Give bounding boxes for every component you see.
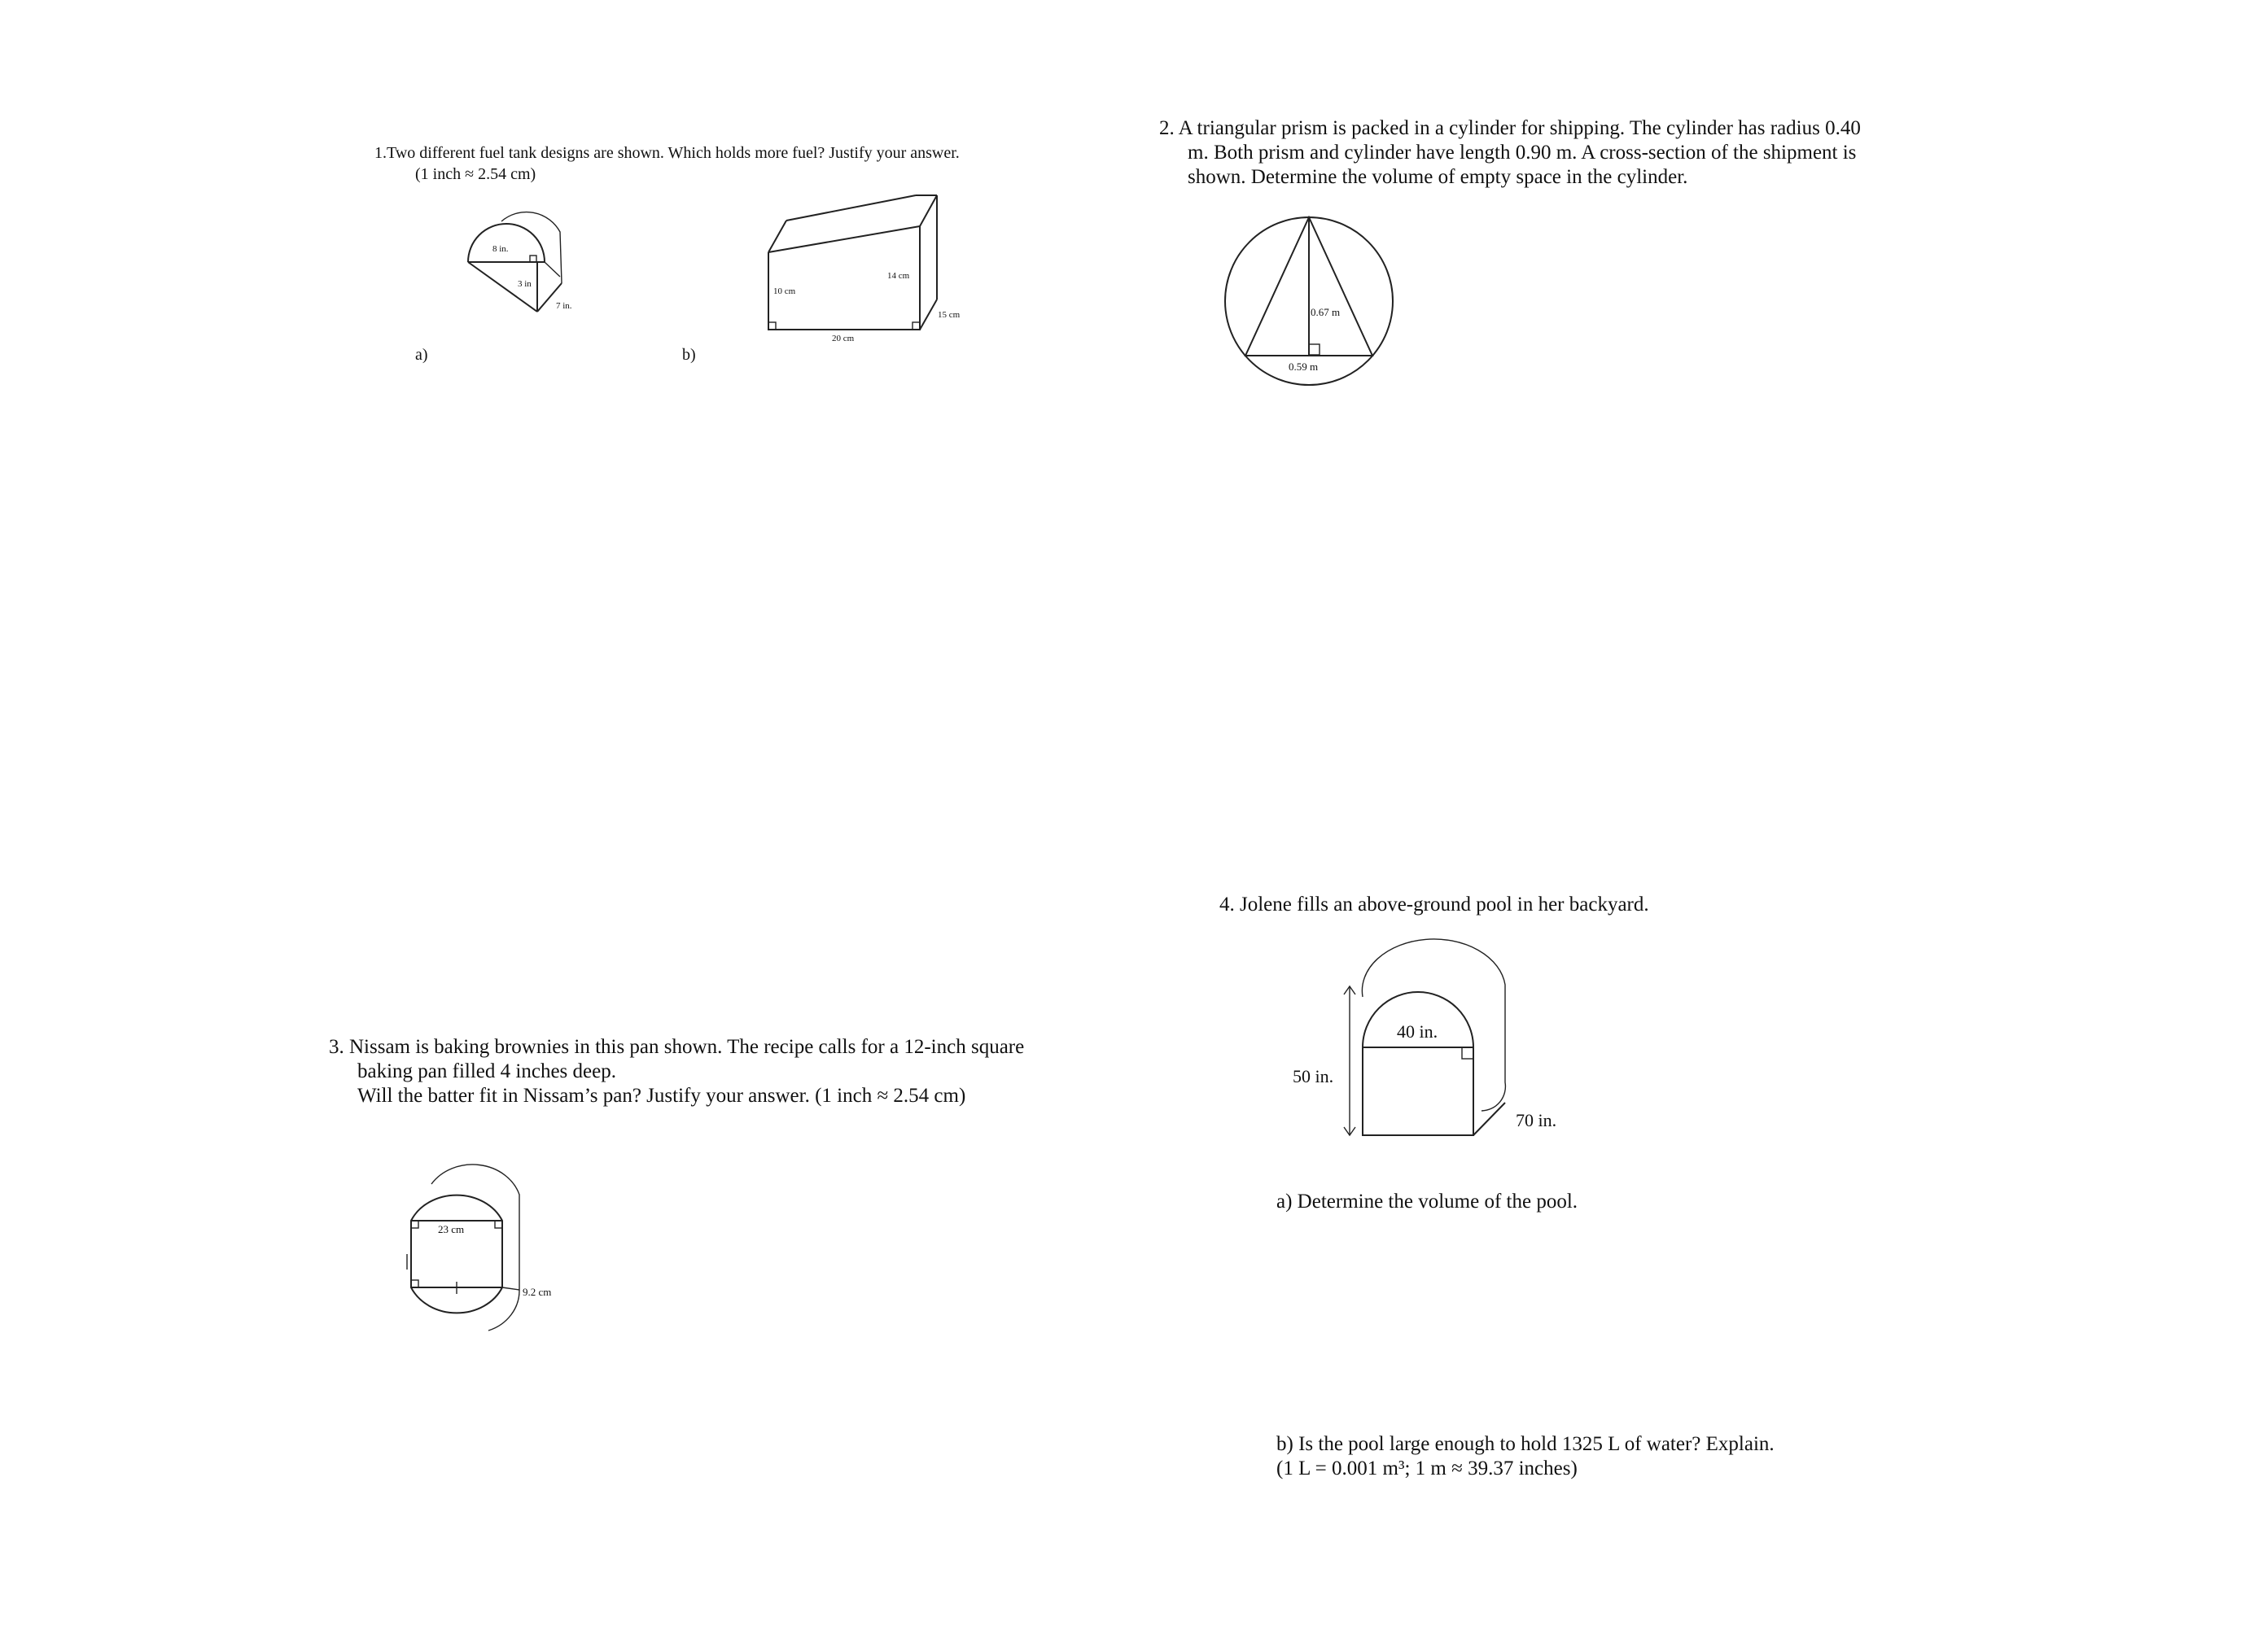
q4-width-label: 40 in. bbox=[1397, 1021, 1438, 1042]
q2-base-label: 0.59 m bbox=[1289, 361, 1319, 373]
q1-fig-b-slant-label: 14 cm bbox=[887, 271, 910, 281]
q2-prompt-line2: m. Both prism and cylinder have length 0.90 m. A cross-section of the shipment is bbox=[1188, 142, 1857, 164]
q3-prompt-line2: baking pan filled 4 inches deep. bbox=[357, 1060, 616, 1082]
q2-prompt-line1: 2. A triangular prism is packed in a cylinder for shipping. The cylinder has radius 0.40 bbox=[1159, 117, 1861, 139]
q2-height-label: 0.67 m bbox=[1311, 306, 1341, 318]
q3-prompt-line3: Will the batter fit in Nissam’s pan? Justify your answer. (1 inch ≈ 2.54 cm) bbox=[357, 1085, 966, 1107]
q1-conversion-note: (1 inch ≈ 2.54 cm) bbox=[415, 165, 536, 183]
q4-pool-figure bbox=[0, 0, 1, 1]
q4-part-a: a) Determine the volume of the pool. bbox=[1276, 1191, 1578, 1213]
q1-fig-a-height-label: 3 in bbox=[518, 279, 532, 289]
q1-part-b-label: b) bbox=[682, 346, 696, 364]
q1-part-a-label: a) bbox=[415, 346, 428, 364]
q2-prompt-line3: shown. Determine the volume of empty space in the cylinder. bbox=[1188, 166, 1688, 188]
q1-figure-a-shape bbox=[468, 212, 562, 312]
q1-fig-a-length-label: 7 in. bbox=[556, 301, 572, 311]
q4-part-b-line1: b) Is the pool large enough to hold 1325 L of water? Explain. bbox=[1276, 1433, 1775, 1455]
q4-prompt: 4. Jolene fills an above-ground pool in her backyard. bbox=[1219, 894, 1649, 916]
q1-fig-b-left-label: 10 cm bbox=[773, 286, 796, 296]
q4-depth-label: 70 in. bbox=[1516, 1110, 1557, 1130]
q3-depth-label: 9.2 cm bbox=[523, 1286, 552, 1298]
q3-width-label: 23 cm bbox=[438, 1223, 465, 1235]
q1-fig-b-bottom-label: 20 cm bbox=[832, 334, 855, 343]
q1-fig-a-top-label: 8 in. bbox=[492, 244, 509, 254]
q1-fig-b-depth-label: 15 cm bbox=[938, 310, 961, 320]
q4-part-b-line2: (1 L = 0.001 m³; 1 m ≈ 39.37 inches) bbox=[1276, 1458, 1578, 1479]
q4-height-label: 50 in. bbox=[1293, 1066, 1334, 1086]
q1-prompt-line1: 1.Two different fuel tank designs are shown. Which holds more fuel? Justify your answer. bbox=[374, 144, 960, 162]
q3-prompt-line1: 3. Nissam is baking brownies in this pan shown. The recipe calls for a 12-inch square bbox=[329, 1036, 1025, 1058]
